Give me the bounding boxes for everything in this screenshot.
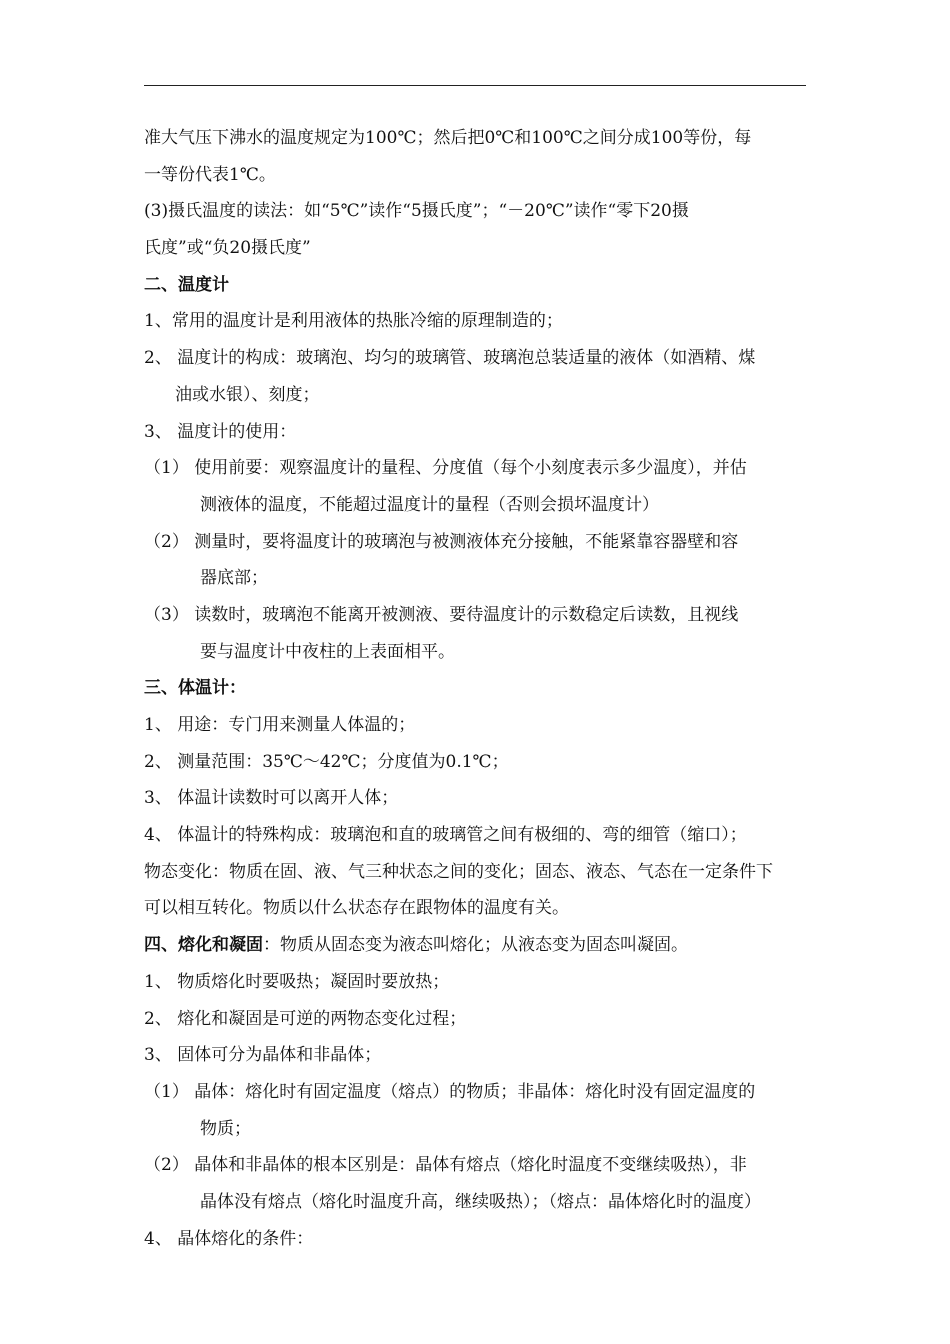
- text-line: 晶体没有熔点（熔化时温度升高，继续吸热）；（熔点：晶体熔化时的温度）: [200, 1191, 761, 1212]
- text-line: 4、 体温计的特殊构成：玻璃泡和直的玻璃管之间有极细的、弯的细管（缩口）；: [144, 825, 747, 846]
- text-line: [144, 927, 808, 964]
- text-line: (3)摄氏温度的读法：如“5℃”读作“5摄氏度”；“－20℃”读作“零下20摄: [144, 201, 689, 222]
- text-line: 要与温度计中夜柱的上表面相平。: [200, 641, 455, 662]
- text-line: （1） 使用前要：观察温度计的量程、分度值（每个小刻度表示多少温度），并估: [144, 458, 747, 479]
- text-line: 3、 体温计读数时可以离开人体；: [144, 788, 399, 809]
- text-line: 油或水银）、刻度；: [175, 384, 320, 405]
- text-line: （1） 晶体：熔化时有固定温度（熔点）的物质；非晶体：熔化时没有固定温度的: [144, 1081, 756, 1102]
- text-line: （2） 晶体和非晶体的根本区别是：晶体有熔点（熔化时温度不变继续吸热），非: [144, 1155, 747, 1176]
- text-line: 准大气压下沸水的温度规定为100℃；然后把0℃和100℃之间分成100等份，每: [144, 128, 752, 148]
- header-rule: [144, 85, 806, 86]
- text-line: 3、 固体可分为晶体和非晶体；: [144, 1045, 382, 1066]
- text-line: 可以相互转化。物质以什么状态存在跟物体的温度有关。: [144, 898, 569, 919]
- text-line: 4、 晶体熔化的条件：: [144, 1228, 314, 1249]
- text-line: 物态变化：物质在固、液、气三种状态之间的变化；固态、液态、气态在一定条件下: [144, 861, 773, 882]
- text-line: 3、 温度计的使用：: [144, 421, 297, 442]
- text-line: 2、 温度计的构成：玻璃泡、均匀的玻璃管、玻璃泡总装适量的液体（如酒精、煤: [144, 348, 756, 369]
- text-line: 1、 用途：专门用来测量人体温的；: [144, 715, 416, 735]
- text-line: 1、常用的温度计是利用液体的热胀冷缩的原理制造的；: [144, 311, 563, 332]
- text-line: （2） 测量时，要将温度计的玻璃泡与被测液体充分接触，不能紧靠容器壁和容: [144, 531, 739, 552]
- text-line: 一等份代表1℃。: [144, 164, 276, 185]
- text-line: 测液体的温度，不能超过温度计的量程（否则会损坏温度计）: [200, 494, 659, 515]
- document-body: [144, 120, 808, 1257]
- text-line: 2、 熔化和凝固是可逆的两物态变化过程；: [144, 1008, 467, 1029]
- text-line: （3） 读数时，玻璃泡不能离开被测液、要待温度计的示数稳定后读数，且视线: [144, 604, 739, 625]
- section-heading: 三、体温计：: [144, 678, 246, 699]
- text-line: 物质；: [200, 1118, 251, 1139]
- text-line: 1、 物质熔化时要吸热；凝固时要放热；: [144, 971, 450, 992]
- text-line: 2、 测量范围：35℃～42℃；分度值为0.1℃；: [144, 751, 509, 772]
- text-run: ：物质从固态变为液态叫熔化；从液态变为固态叫凝固。: [263, 935, 688, 956]
- section-heading: 四、熔化和凝固: [144, 935, 263, 956]
- text-line: 器底部；: [200, 568, 268, 589]
- text-line: 氏度”或“负20摄氏度”: [144, 238, 311, 259]
- section-heading: 二、温度计: [144, 274, 229, 295]
